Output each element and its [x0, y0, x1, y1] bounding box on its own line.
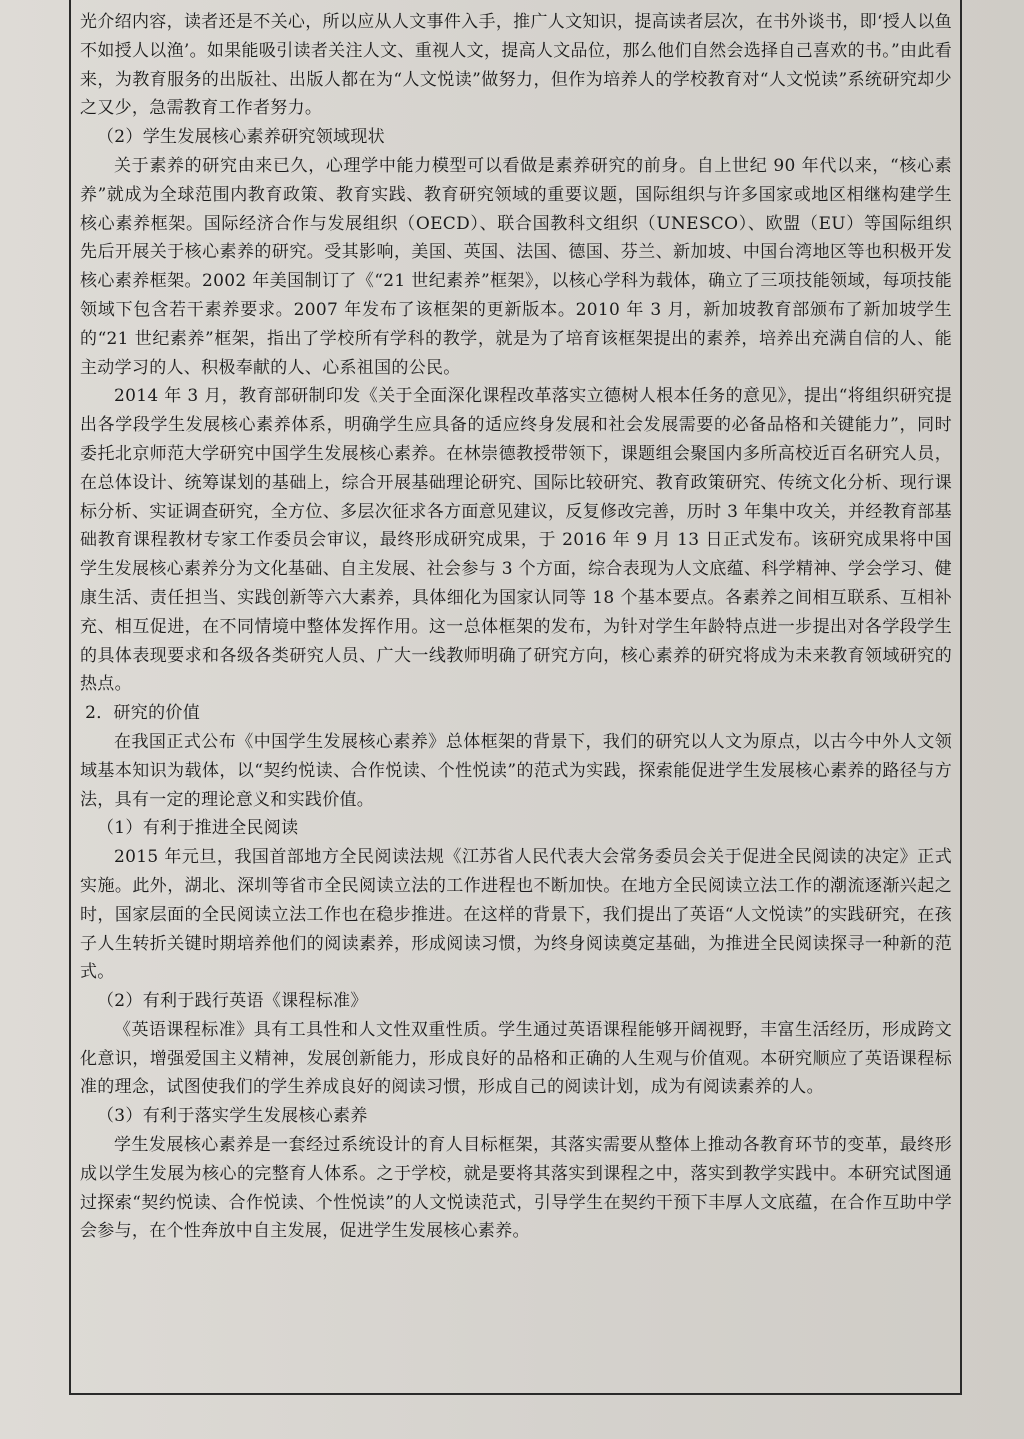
subheading-national-reading: （1）有利于推进全民阅读 [97, 818, 299, 839]
subheading-core-literacy-implementation: （3）有利于落实学生发展核心素养 [97, 1106, 368, 1127]
document-body [80, 8, 952, 1246]
paragraph-core-literacy-implementation: 学生发展核心素养是一套经过系统设计的育人目标框架，其落实需要从整体上推动各教育环节的变革，最终形成以学生发展为核心的完整育人体系。之于学校，就是要将其落实到课程之中，落实到教学实践中。本研究试图通过探索“契约悦读、合作悦读、个性悦读”的人文悦读范式，引导学生在契约干预下丰厚人文底蕴，在合作互助中学会参与，在个性奔放中自主发展，促进学生发展核心素养。 [80, 1135, 952, 1242]
paragraph-2014-policy: 2014 年 3 月，教育部研制印发《关于全面深化课程改革落实立德树人根本任务的意见》，提出“将组织研究提出各学段学生发展核心素养体系，明确学生应具备的适应终身发展和社会发展需要的必备品格和关键能力”，同时委托北京师范大学研究中国学生发展核心素养。在林崇德教授带领下，课题组会聚国内多所高校近百名研究人员，在总体设计、统筹谋划的基础上，综合开展基础理论研究、国际比较研究、教育政策研究、传统文化分析、现行课标分析、实证调查研究，全方位、多层次征求各方面意见建议，反复修改完善，历时 3 年集中攻关，并经教育部基础教育课程教材专家工作委员会审议，最终形成研究成果，于 2016 年 9 月 13 日正式发布。该研究成果将中国学生发展核心素养分为文化基础、自主发展、社会参与 3 个方面，综合表现为人文底蕴、科学精神、学会学习、健康生活、责任担当、实践创新等六大素养，具体细化为国家认同等 18 个基本要点。各素养之间相互联系、互相补充、相互促进，在不同情境中整体发挥作用。这一总体框架的发布，为针对学生年龄特点进一步提出对各学段学生的具体表现要求和各级各类研究人员、广大一线教师明确了研究方向，核心素养的研究将成为未来教育领域研究的热点。 [80, 386, 952, 695]
paragraph-curriculum-standard: 《英语课程标准》具有工具性和人文性双重性质。学生通过英语课程能够开阔视野，丰富生活经历，形成跨文化意识，增强爱国主义精神，发展创新能力，形成良好的品格和正确的人生观与价值观。本研究顺应了英语课程标准的理念，试图使我们的学生养成良好的阅读习惯，形成自己的阅读计划，成为有阅读素养的人。 [80, 1019, 952, 1098]
subheading-core-literacy-status: （2）学生发展核心素养研究领域现状 [97, 127, 385, 148]
subheading-curriculum-standard: （2）有利于践行英语《课程标准》 [97, 991, 368, 1012]
paragraph-continuation: 光介绍内容，读者还是不关心，所以应从人文事件入手，推广人文知识，提高读者层次，在书外谈书，即‘授人以鱼不如授人以渔’。如果能吸引读者关注人文、重视人文，提高人文品位，那么他们自然会选择自己喜欢的书。”由此看来，为教育服务的出版社、出版人都在为“人文悦读”做努力，但作为培养人的学校教育对“人文悦读”系统研究却少之又少，急需教育工作者努力。 [80, 12, 952, 119]
paragraph-national-reading: 2015 年元旦，我国首部地方全民阅读法规《江苏省人民代表大会常务委员会关于促进全民阅读的决定》正式实施。此外，湖北、深圳等省市全民阅读立法的工作进程也不断加快。在地方全民阅读立法工作的潮流逐渐兴起之时，国家层面的全民阅读立法工作也在稳步推进。在这样的背景下，我们提出了英语“人文悦读”的实践研究，在孩子人生转折关键时期培养他们的阅读素养，形成阅读习惯，为终身阅读奠定基础，为推进全民阅读探寻一种新的范式。 [80, 847, 952, 983]
paragraph-literacy-history: 关于素养的研究由来已久，心理学中能力模型可以看做是素养研究的前身。自上世纪 90 年代以来，“核心素养”就成为全球范围内教育政策、教育实践、教育研究领域的重要议题，国际组织与许多国家或地区相继构建学生核心素养框架。国际经济合作与发展组织（OECD）、联合国教科文组织（UNESCO）、欧盟（EU）等国际组织先后开展关于核心素养的研究。受其影响，美国、英国、法国、德国、芬兰、新加坡、中国台湾地区等也积极开发核心素养框架。2002 年美国制订了《“21 世纪素养”框架》，以核心学科为载体，确立了三项技能领域，每项技能领域下包含若干素养要求。2007 年发布了该框架的更新版本。2010 年 3 月，新加坡教育部颁布了新加坡学生的“21 世纪素养”框架，指出了学校所有学科的教学，就是为了培育该框架提出的素养，培养出充满自信的人、能主动学习的人、积极奉献的人、心系祖国的公民。 [80, 155, 952, 378]
section-heading-research-value: 2．研究的价值 [85, 703, 201, 724]
paragraph-research-value: 在我国正式公布《中国学生发展核心素养》总体框架的背景下，我们的研究以人文为原点，以古今中外人文领域基本知识为载体，以“契约悦读、合作悦读、个性悦读”的范式为实践，探索能促进学生发展核心素养的路径与方法，具有一定的理论意义和实践价值。 [80, 731, 952, 810]
